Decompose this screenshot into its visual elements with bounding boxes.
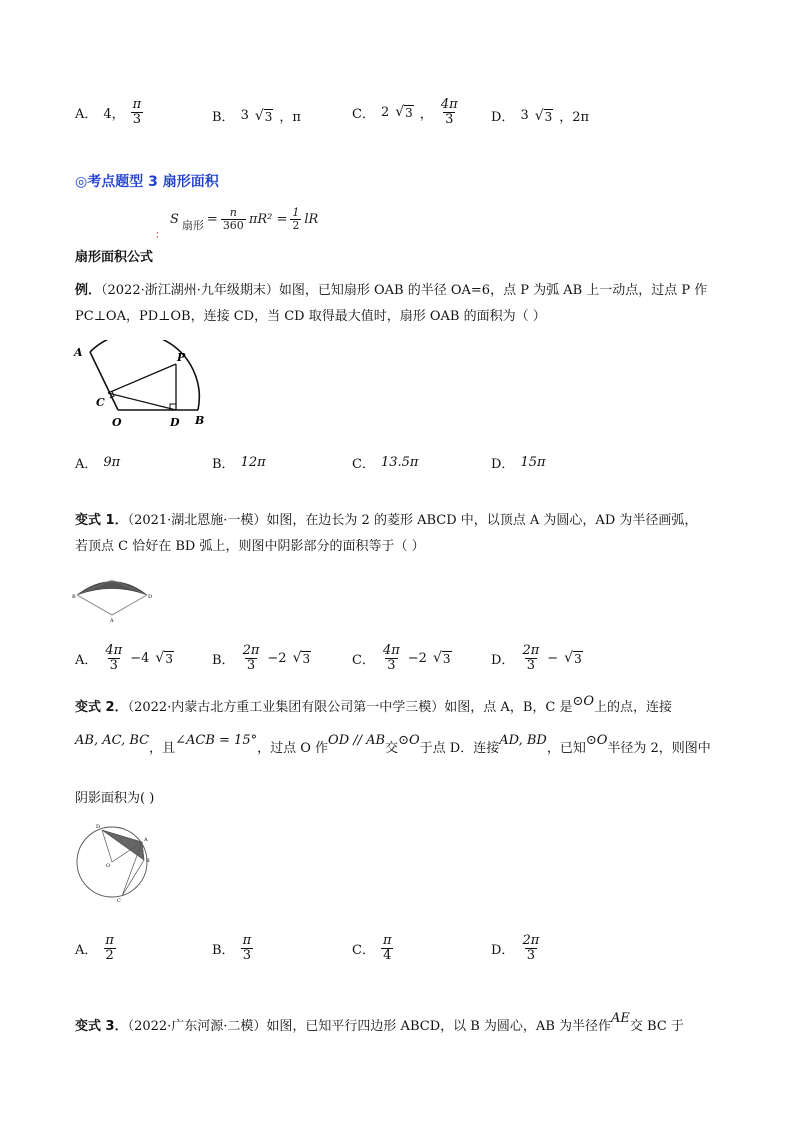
circle-o: ⊙O	[398, 733, 420, 748]
label-b: B	[195, 414, 205, 427]
radicand: 3	[544, 109, 553, 124]
option-value: 13.5π	[380, 455, 419, 470]
fraction-numerator: π	[132, 97, 142, 112]
option-coef: 2	[380, 104, 390, 120]
radicand: 3	[302, 652, 311, 667]
option-value: 9π	[103, 455, 121, 470]
option-a-prev	[75, 98, 143, 126]
example-option-a	[75, 453, 120, 472]
fraction	[381, 644, 402, 672]
fraction	[241, 644, 262, 672]
rhombus-figure	[72, 570, 152, 625]
circle-figure	[70, 820, 160, 905]
example-question	[75, 278, 725, 330]
formula-end: lR	[304, 211, 319, 227]
variant-text: 上的点，连接	[594, 700, 673, 715]
option-value: 15π	[520, 455, 546, 470]
option-tail: −2	[407, 650, 427, 666]
variant-text: 交	[385, 741, 399, 756]
sqrt: √ 3	[155, 650, 173, 667]
fraction-denominator: 3	[445, 111, 454, 127]
fraction	[520, 934, 541, 962]
example-option-c	[352, 453, 418, 472]
sqrt: √ 3	[534, 107, 553, 124]
fraction-numerator: 4π	[382, 643, 400, 658]
variant3-line1	[75, 1011, 725, 1038]
fraction-denominator: 4	[383, 947, 392, 963]
label-a: A	[74, 346, 83, 359]
fraction-denominator: 3	[242, 947, 251, 963]
option-letter: A．	[75, 942, 98, 958]
formula-subtitle: 扇形面积公式	[75, 250, 154, 265]
fraction-numerator: π	[242, 933, 252, 948]
label-a: A	[144, 837, 148, 843]
option-letter: D．	[491, 110, 515, 125]
radicand: 3	[405, 106, 413, 121]
option-b-prev	[212, 106, 301, 125]
radicand: 3	[442, 652, 451, 667]
rhombus-lower	[77, 595, 147, 615]
formula-eq: =	[206, 211, 218, 227]
od-parallel-ab: OD // AB	[328, 733, 386, 748]
variant1-option-d	[491, 644, 583, 672]
fraction-denominator: 2	[105, 947, 114, 963]
option-text: 4，	[103, 106, 125, 122]
frac-den: 2	[292, 218, 300, 232]
option-text: ，2π	[559, 110, 590, 125]
variant-text: （2022·内蒙古北方重工业集团有限公司第一中学三模）如图，点 A，B，C 是	[127, 700, 573, 715]
variant2-line1	[75, 694, 725, 719]
option-letter: A．	[75, 652, 98, 668]
example-option-d	[491, 453, 546, 472]
variant-line1: （2021·湖北恩施·一模）如图，在边长为 2 的菱形 ABCD 中，以顶点 A 为圆心，AD 为半径画弧，	[127, 513, 698, 528]
variant2-option-d	[491, 934, 541, 962]
label-c: C	[96, 396, 105, 409]
fraction-numerator: 2π	[522, 643, 540, 658]
option-letter: C．	[352, 942, 375, 958]
sector-figure	[70, 340, 220, 435]
label-d: D	[170, 416, 180, 429]
variant1-question	[75, 508, 725, 560]
formula-sub: 扇形	[181, 219, 204, 233]
option-letter: B．	[212, 652, 235, 668]
frac-den: 360	[222, 218, 244, 232]
label-b: B	[146, 858, 150, 864]
segments-ab-ac-bc: AB, AC, BC	[75, 733, 150, 748]
segments-ad-bd: AD, BD	[499, 733, 547, 748]
label-o: O	[106, 863, 111, 869]
option-letter: A．	[75, 457, 98, 472]
option-tail: −	[547, 650, 559, 666]
option-tail: −4	[130, 650, 150, 666]
fraction-numerator: 4π	[440, 97, 458, 112]
frac-num: n	[229, 206, 237, 219]
variant-label: 变式 3．	[75, 1019, 128, 1034]
variant1-option-a	[75, 644, 174, 672]
variant2-option-a	[75, 934, 116, 962]
option-text: ，π	[279, 110, 301, 125]
fraction	[520, 644, 541, 672]
option-coef: 3	[240, 108, 249, 123]
example-option-b	[212, 453, 266, 472]
fraction	[103, 644, 124, 672]
option-d-prev	[491, 106, 589, 125]
fraction-numerator: 4π	[105, 643, 123, 658]
section-title: ◎考点题型 3 扇形面积	[75, 174, 219, 190]
label-a: A	[110, 618, 114, 624]
formula-mid: πR² =	[248, 211, 288, 227]
label-b: B	[72, 594, 76, 600]
sqrt: √ 3	[395, 104, 413, 121]
fraction-numerator: 2π	[522, 933, 540, 948]
option-letter: D．	[491, 652, 515, 668]
label-d: D	[96, 824, 101, 830]
shaded-region	[77, 582, 147, 596]
radicand: 3	[264, 109, 273, 124]
option-letter: D．	[491, 457, 515, 472]
seg-cd	[108, 393, 176, 410]
formula-frac	[221, 207, 246, 231]
fraction	[103, 934, 116, 962]
example-line2: PC⊥OA，PD⊥OB，连接 CD，当 CD 取得最大值时，扇形 OAB 的面积为（ ）	[75, 309, 546, 324]
fraction-denominator: 3	[526, 657, 535, 673]
variant-label: 变式 2．	[75, 700, 128, 715]
circle-o: ⊙O	[572, 694, 595, 709]
variant2-option-b	[212, 934, 253, 962]
option-letter: D．	[491, 942, 515, 958]
option-text: ，	[419, 106, 433, 122]
fraction-denominator: 3	[132, 111, 142, 127]
fraction-denominator: 3	[109, 657, 118, 673]
formula-frac-half	[290, 207, 301, 231]
label-p: P	[177, 351, 186, 364]
variant-label: 变式 1．	[75, 513, 128, 528]
variant2-line2	[75, 733, 735, 760]
variant-line2: 若顶点 C 恰好在 BD 弧上，则图中阴影部分的面积等于（ ）	[75, 539, 425, 554]
angle-acb: ∠ACB = 15°	[175, 733, 258, 748]
variant-text: 半径为 2，则图中	[607, 741, 711, 756]
fraction-numerator: π	[105, 933, 114, 948]
variant2-option-c	[352, 934, 394, 962]
sqrt: √ 3	[292, 650, 311, 667]
variant-text: （2022·广东河源·二模）如图，已知平行四边形 ABCD，以 B 为圆心，AB 为半径作	[127, 1019, 612, 1034]
option-letter: B．	[212, 942, 235, 958]
sqrt: √ 3	[432, 650, 451, 667]
fraction-numerator: π	[382, 933, 392, 948]
label-d: D	[148, 594, 152, 600]
formula-s: S	[170, 211, 179, 227]
label-o: O	[112, 416, 122, 429]
label-c: C	[117, 898, 121, 904]
fraction-denominator: 3	[526, 947, 535, 963]
variant-text: ，已知	[546, 741, 586, 756]
circle-o: ⊙O	[585, 733, 608, 748]
fraction-numerator: 2π	[242, 643, 260, 658]
fraction	[131, 98, 144, 126]
option-letter: C．	[352, 652, 375, 668]
option-letter: C．	[352, 457, 375, 472]
variant-text: ，过点 O 作	[257, 741, 329, 756]
option-letter: C．	[352, 106, 375, 122]
option-value: 12π	[240, 455, 266, 470]
variant1-option-b	[212, 644, 311, 672]
fraction-denominator: 3	[246, 657, 256, 673]
variant2-line3: 阴影面积为( )	[75, 791, 155, 806]
option-letter: B．	[212, 110, 235, 125]
variant-text: ，且	[149, 741, 176, 756]
example-label: 例．	[75, 283, 102, 298]
frac-num: 1	[292, 206, 300, 219]
example-line1: （2022·浙江湖州·九年级期末）如图，已知扇形 OAB 的半径 OA=6，点 P 为弧 AB 上一动点，过点 P 作	[101, 283, 708, 298]
fraction-denominator: 3	[387, 657, 396, 673]
option-tail: −2	[267, 650, 287, 666]
variant1-option-c	[352, 644, 452, 672]
sqrt: √ 3	[254, 107, 273, 124]
radicand: 3	[165, 652, 173, 667]
fraction	[439, 98, 460, 126]
option-coef: 3	[520, 108, 529, 123]
option-letter: A．	[75, 106, 98, 122]
area-formula	[170, 207, 318, 231]
radicand: 3	[574, 652, 582, 667]
variant-text: 交 BC 于	[629, 1019, 684, 1034]
fraction	[381, 934, 394, 962]
seg-pc	[108, 364, 176, 393]
fraction	[241, 934, 254, 962]
arc-ae: AE	[611, 1011, 630, 1026]
option-letter: B．	[212, 457, 235, 472]
variant-text: 于点 D．连接	[419, 741, 500, 756]
sqrt: √ 3	[564, 650, 582, 667]
option-c-prev	[352, 98, 460, 126]
formula-colon: ：	[155, 230, 165, 241]
